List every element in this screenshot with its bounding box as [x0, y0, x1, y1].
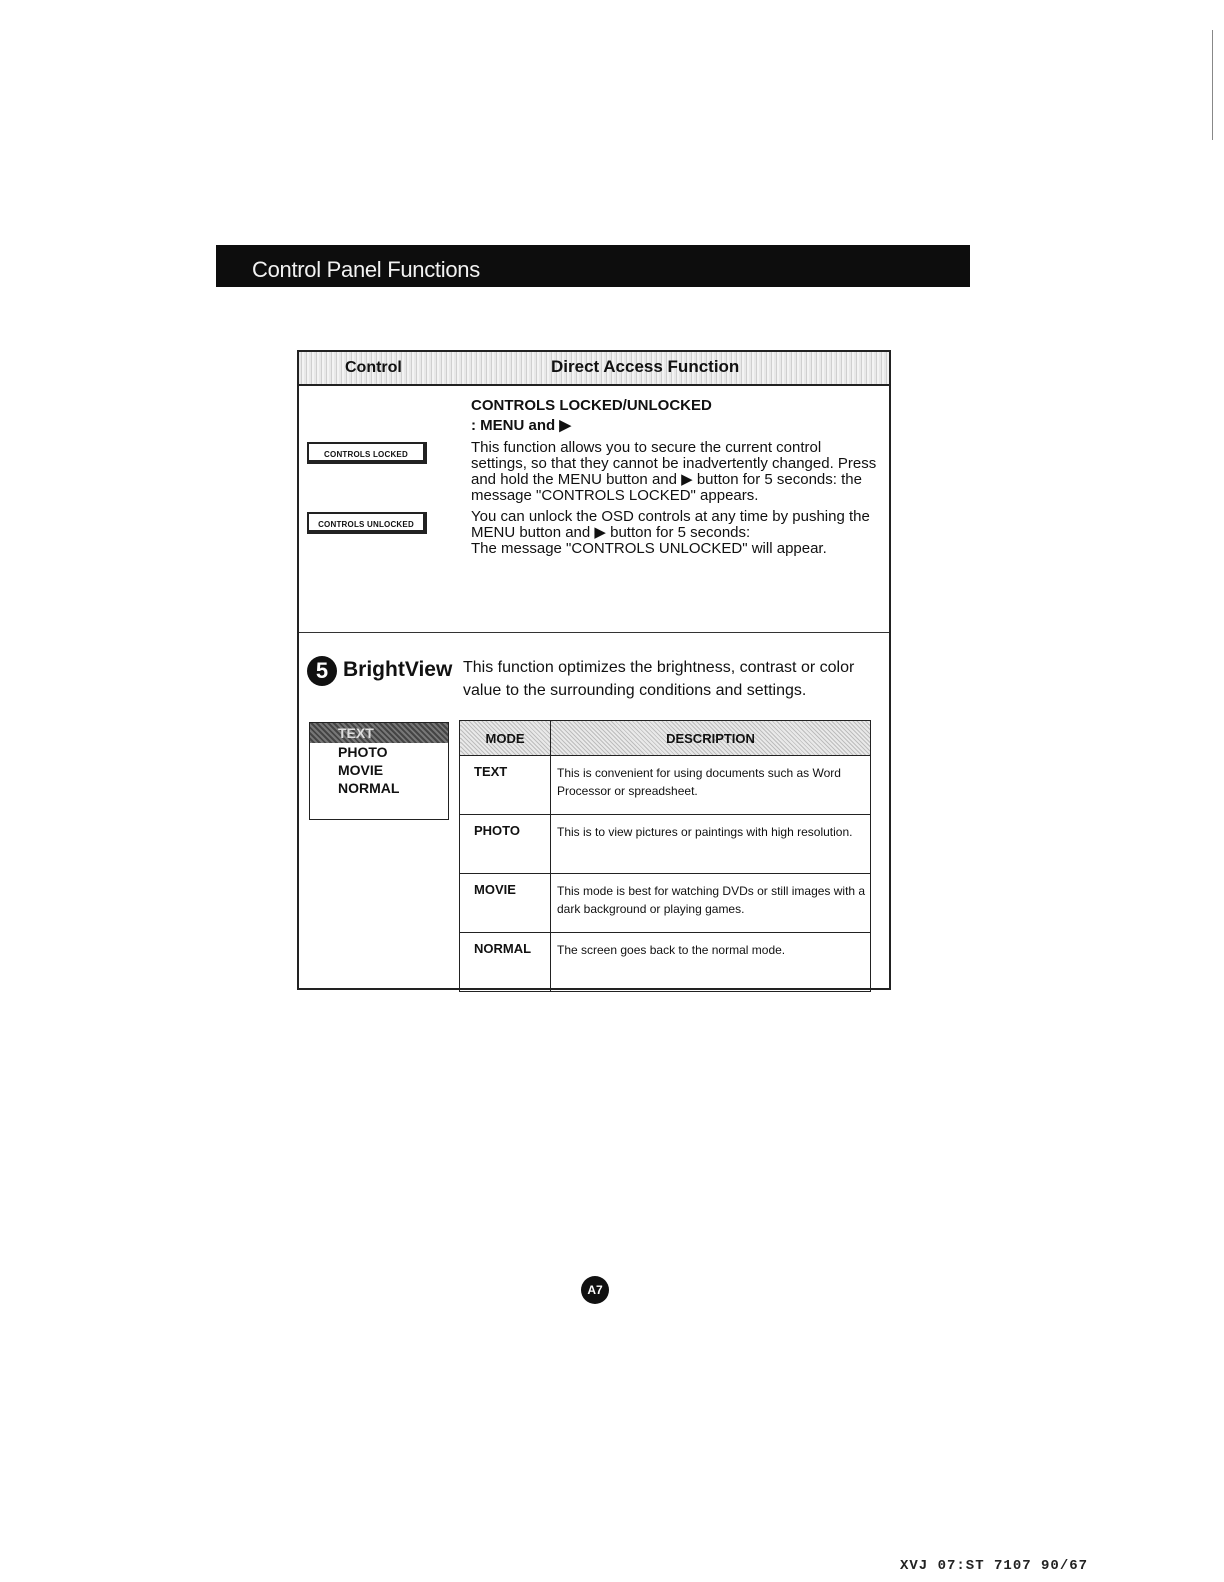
controls-lock-para3: The message "CONTROLS UNLOCKED" will appear.	[471, 540, 827, 557]
table-row	[460, 874, 871, 933]
table-header	[299, 352, 889, 386]
menu-item-photo: PHOTO	[338, 744, 388, 760]
brightview-osd-menu	[309, 722, 449, 820]
mode-cell: TEXT	[460, 756, 551, 815]
page-number: A7	[581, 1276, 609, 1304]
description-cell: This mode is best for watching DVDs or still images with a dark background or playing games.	[551, 874, 871, 933]
table-row	[460, 756, 871, 815]
menu-item-movie: MOVIE	[338, 762, 384, 778]
header-direct-access-function: Direct Access Function	[551, 357, 740, 376]
description-cell: This is to view pictures or paintings with high resolution.	[551, 815, 871, 874]
mode-table-header	[460, 721, 871, 756]
function-table	[297, 350, 891, 990]
controls-lock-para2: You can unlock the OSD controls at any time by pushing the MENU button and ▶ button for 5 seconds:	[471, 508, 870, 541]
controls-lock-subtitle: : MENU and ▶	[471, 417, 571, 434]
brightview-description: This function optimizes the brightness, contrast or color value to the surrounding conditions and settings.	[463, 659, 855, 699]
osd-controls-locked: CONTROLS LOCKED	[307, 442, 427, 464]
mode-column-header: MODE	[460, 721, 551, 756]
description-cell: The screen goes back to the normal mode.	[551, 933, 871, 992]
edge-line	[1212, 30, 1213, 140]
table-row	[460, 815, 871, 874]
mode-cell: NORMAL	[460, 933, 551, 992]
description-cell: This is convenient for using documents such as Word Processor or spreadsheet.	[551, 756, 871, 815]
osd-controls-unlocked: CONTROLS UNLOCKED	[307, 512, 427, 534]
controls-lock-para1: This function allows you to secure the current control settings, so that they cannot be inadvertently changed. Press and hold the MENU button and ▶ button for 5 seconds: the message "CONTROLS LOCKED" appears.	[471, 439, 877, 504]
fax-footer: XVJ 07:ST 7107 90/67	[900, 1558, 1089, 1574]
menu-item-normal: NORMAL	[338, 780, 400, 796]
mode-cell: PHOTO	[460, 815, 551, 874]
banner-title: Control Panel Functions	[252, 257, 480, 282]
brightview-title: BrightView	[343, 658, 453, 681]
number-five-icon: 5	[307, 656, 337, 686]
controls-lock-title: CONTROLS LOCKED/UNLOCKED	[471, 397, 712, 414]
header-control: Control	[345, 359, 402, 376]
description-column-header: DESCRIPTION	[551, 721, 871, 756]
mode-cell: MOVIE	[460, 874, 551, 933]
section-banner	[216, 245, 970, 287]
menu-item-text-selected: TEXT	[310, 723, 448, 743]
controls-lock-section	[471, 398, 881, 562]
table-row	[460, 933, 871, 992]
section-divider	[299, 632, 889, 633]
mode-table	[459, 720, 871, 992]
